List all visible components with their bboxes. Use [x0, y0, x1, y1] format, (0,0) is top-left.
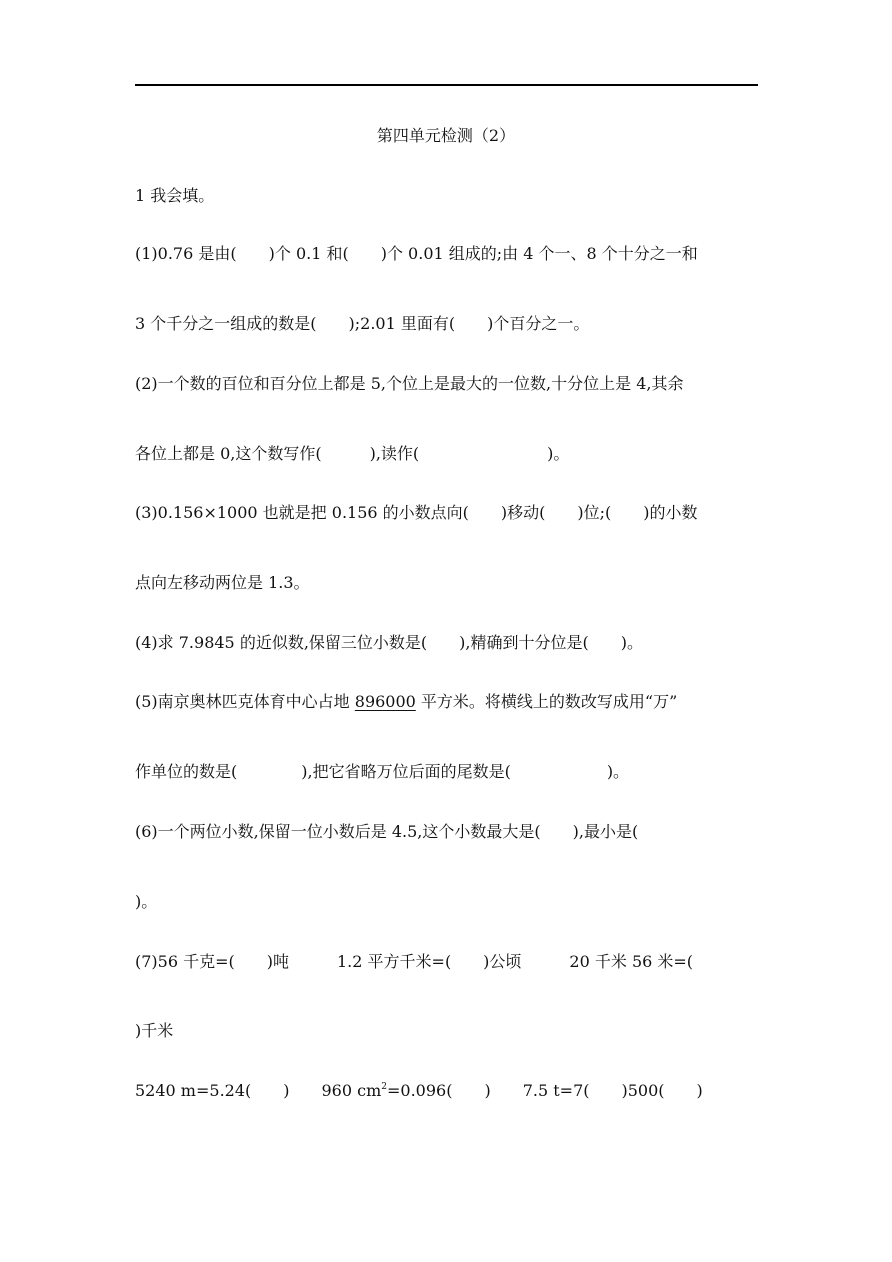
question-5-prefix: (5)南京奥林匹克体育中心占地 — [135, 692, 355, 711]
question-4-line-1: (4)求 7.9845 的近似数,保留三位小数是( ),精确到十分位是( )。 — [135, 633, 643, 652]
question-2-line-1: (2)一个数的百位和百分位上都是 5,个位上是最大的一位数,十分位上是 4,其余 — [135, 374, 684, 393]
question-3-line-1: (3)0.156×1000 也就是把 0.156 的小数点向( )移动( )位;( )的小数 — [135, 503, 698, 522]
question-7-line-2: )千米 — [135, 1021, 174, 1040]
question-6-line-2: )。 — [135, 892, 158, 911]
question-7-line-1: (7)56 千克=( )吨 1.2 平方千米=( )公顷 20 千米 56 米=( — [135, 952, 694, 971]
superscript-2: 2 — [381, 1082, 387, 1092]
question-1-line-2: 3 个千分之一组成的数是( );2.01 里面有( )个百分之一。 — [135, 314, 590, 333]
question-8-line — [135, 1081, 703, 1101]
question-5-line-1 — [135, 692, 677, 712]
header-rule — [135, 84, 758, 86]
question-2-line-2: 各位上都是 0,这个数写作( ),读作( )。 — [135, 444, 570, 463]
question-3-line-2: 点向左移动两位是 1.3。 — [135, 573, 310, 592]
question-1-line-1: (1)0.76 是由( )个 0.1 和( )个 0.01 组成的;由 4 个一、8 个十分之一和 — [135, 244, 698, 263]
question-6-line-1: (6)一个两位小数,保留一位小数后是 4.5,这个小数最大是( ),最小是( — [135, 822, 639, 841]
question-8-part-1: 5240 m=5.24( ) 960 cm — [135, 1081, 382, 1100]
question-5-line-2: 作单位的数是( ),把它省略万位后面的尾数是( )。 — [135, 762, 630, 781]
underlined-number: 896000 — [354, 692, 416, 711]
question-8-part-2: =0.096( ) 7.5 t=7( )500( ) — [387, 1081, 703, 1100]
section-heading: 1 我会填。 — [135, 186, 215, 205]
question-5-suffix: 平方米。将横线上的数改写成用“万” — [415, 692, 678, 711]
page-title: 第四单元检测（2） — [376, 126, 516, 145]
